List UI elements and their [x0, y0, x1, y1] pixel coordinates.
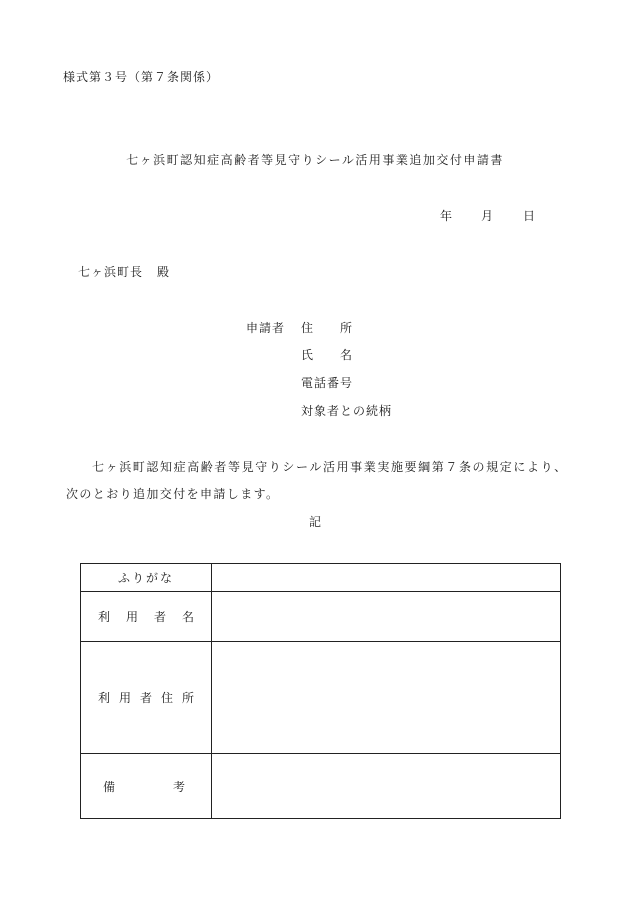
user-name-label-cell — [81, 592, 212, 642]
furigana-input-cell[interactable] — [212, 564, 561, 592]
user-name-label: 利用者名 — [97, 610, 210, 624]
remarks-label-2: 考 — [172, 779, 185, 794]
body-text-line-2: 次のとおり追加交付を申請します。 — [66, 487, 280, 501]
table-row-remarks — [81, 754, 561, 819]
addressee — [78, 264, 170, 280]
user-address-input-cell[interactable] — [212, 642, 561, 754]
applicant-address-label: 住 所 — [301, 321, 354, 335]
application-table — [80, 563, 561, 819]
form-number: 様式第３号（第７条関係） — [63, 70, 220, 84]
addressee-name: 七ヶ浜町長 — [78, 265, 144, 279]
date-day: 日 — [523, 209, 536, 223]
body-text-line-1: 七ヶ浜町認知症高齢者等見守りシール活用事業実施要綱第７条の規定により、 — [92, 460, 568, 474]
remarks-input-cell[interactable] — [212, 754, 561, 819]
furigana-label-cell — [81, 564, 212, 592]
document-title: 七ヶ浜町認知症高齢者等見守りシール活用事業追加交付申請書 — [126, 153, 504, 167]
table-row-user-address — [81, 642, 561, 754]
date-month: 月 — [481, 209, 494, 223]
addressee-honorific: 殿 — [157, 265, 171, 279]
date-year: 年 — [440, 209, 453, 223]
table-row-user-name — [81, 592, 561, 642]
table-row-furigana — [81, 564, 561, 592]
remarks-label-1: 備 — [103, 779, 116, 794]
user-name-input-cell[interactable] — [212, 592, 561, 642]
applicant-label: 申請者 — [246, 321, 286, 335]
furigana-label: ふりがな — [117, 571, 174, 585]
applicant-relation-label: 対象者との続柄 — [301, 404, 393, 418]
ki-heading: 記 — [308, 515, 321, 529]
user-address-label-cell — [81, 642, 212, 754]
applicant-phone-label: 電話番号 — [301, 376, 354, 390]
applicant-name-label: 氏 名 — [301, 348, 354, 362]
remarks-label-cell — [81, 754, 212, 819]
user-address-label: 利用者住所 — [97, 691, 203, 705]
